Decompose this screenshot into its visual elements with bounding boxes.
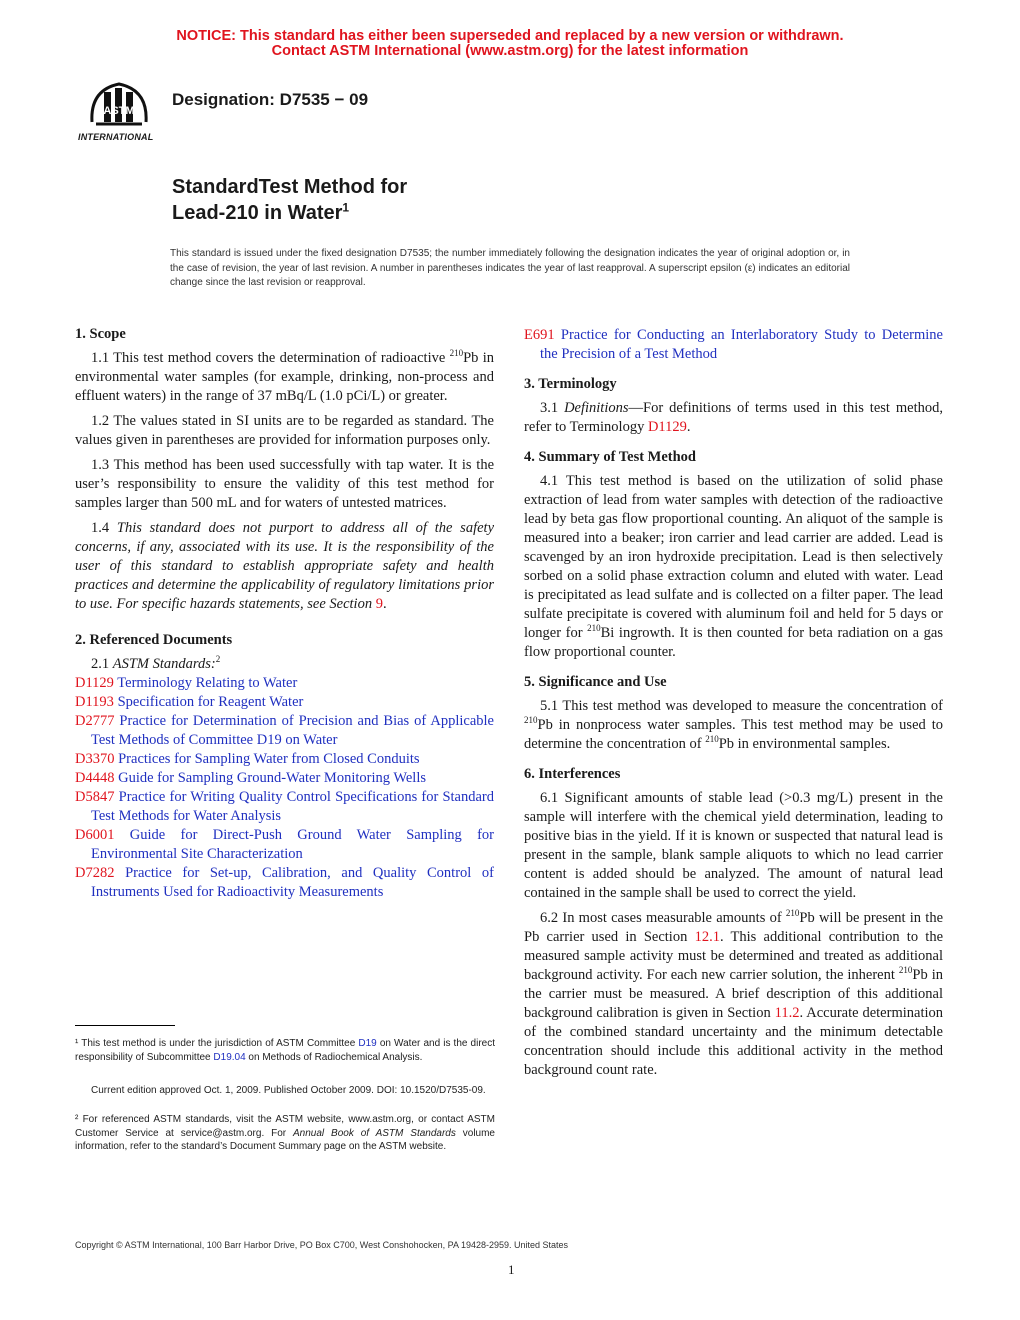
ref-item[interactable] [75, 769, 494, 788]
ref-item[interactable] [75, 693, 494, 712]
ref-item[interactable] [75, 712, 494, 750]
para-1-4: 1.4 This standard does not purport to address all of the safety concerns, if any, associated with its use. It is the responsibility of the user of this standard to establish appropriate safety and health practices and determine the applicability of regulatory limitations prior to use. For specific hazards statements, see Section 9. [75, 520, 495, 612]
ref-code[interactable]: D2777 [75, 713, 115, 729]
ref-code[interactable]: D3370 [75, 751, 115, 767]
ref-code[interactable]: D1129 [75, 675, 114, 691]
logo-international: INTERNATIONAL [78, 132, 154, 142]
footnote-1: ¹ This test method is under the jurisdiction of ASTM Committee D19 on Water and is the direct responsibility of Subcommittee D19.04 on Methods of Radiochemical Analysis. [75, 1038, 495, 1063]
issued-note: This standard is issued under the fixed designation D7535; the number immediately following the designation indicates the year of original adoption or, in the case of revision, the year of last revision. A number in parentheses indicates the year of last reapproval. A superscript epsilon (ε) indicates an editorial change since the last revision or reapproval. [170, 248, 850, 288]
significance-heading: 5. Significance and Use [524, 674, 667, 690]
section-11-2-link[interactable]: 11.2 [774, 1005, 800, 1021]
title-footnote-ref[interactable]: 1 [342, 200, 350, 215]
ref-item[interactable] [75, 674, 494, 693]
page-number: 1 [508, 1262, 515, 1277]
ref-code[interactable]: D4448 [75, 770, 115, 786]
designation: Designation: D7535 − 09 [172, 90, 369, 109]
ref-title[interactable]: Guide for Direct-Push Ground Water Sampling for Environmental Site Characterization [91, 827, 494, 862]
para-1-1: 1.1 This test method covers the determination of radioactive $^{210}$Pb in environmental water samples (for example, drinking, non-process and effluent waters) in the range of 37 mBq/L (1.0 pCi/L) or greater. [75, 348, 495, 404]
notice-line-1: NOTICE: This standard has either been superseded and replaced by a new version or withdrawn. [176, 28, 844, 44]
ref-code[interactable]: D5847 [75, 789, 115, 805]
title-line-2: Lead-210 in Water$^1$ [172, 200, 350, 224]
section-12-1-link[interactable]: 12.1 [694, 929, 720, 945]
ref-title[interactable]: Practices for Sampling Water from Closed Conduits [114, 751, 420, 767]
ref-e691[interactable]: E691 Practice for Conducting an Interlaboratory Study to Determine the Precision of a Test Method [524, 327, 943, 362]
logo-mark: ASTM [103, 105, 135, 117]
ref-title[interactable]: Practice for Determination of Precision and Bias of Applicable Test Methods of Committee D19 on Water [91, 713, 494, 748]
right-column [524, 326, 943, 1080]
ref-title[interactable]: Terminology Relating to Water [113, 675, 298, 691]
ref-code[interactable]: D6001 [75, 827, 115, 843]
footnote-d19-link[interactable]: D19 [358, 1038, 377, 1049]
section-9-link[interactable]: 9 [375, 596, 383, 612]
terminology-heading: 3. Terminology [524, 376, 617, 392]
footnote-d19-04-link[interactable]: D19.04 [213, 1051, 246, 1063]
summary-heading: 4. Summary of Test Method [524, 449, 696, 465]
ref-item[interactable] [75, 788, 494, 826]
para-1-2: 1.2 The values stated in SI units are to be regarded as standard. The values given in parentheses are provided for information purposes only. [75, 413, 494, 448]
ref-code[interactable]: D7282 [75, 865, 115, 881]
notice-line-2: Contact ASTM International (www.astm.org) for the latest information [271, 43, 749, 59]
ref-code[interactable]: D1193 [75, 694, 114, 710]
ref-item[interactable] [75, 826, 494, 864]
d1129-link[interactable]: D1129 [647, 419, 687, 435]
ref-title[interactable]: Specification for Reagent Water [113, 694, 304, 710]
para-3-1: 3.1 Definitions—For definitions of terms used in this test method, refer to Terminology D1129. [524, 400, 943, 435]
ref-title[interactable]: Practice for Writing Quality Control Specifications for Standard Test Methods for Water Analysis [91, 789, 494, 824]
scope-heading: 1. Scope [75, 326, 126, 342]
ref-title[interactable]: Guide for Sampling Ground-Water Monitoring Wells [114, 770, 427, 786]
footnote-rule [75, 1025, 175, 1026]
ref-item[interactable] [75, 750, 494, 769]
footnote-current-edition: Current edition approved Oct. 1, 2009. Published October 2009. DOI: 10.1520/D7535-09. [91, 1085, 486, 1096]
para-6-1: 6.1 Significant amounts of stable lead (>0.3 mg/L) present in the sample will interfere with the chemical yield determination, leading to positive bias in the yield. If it is known or suspected that natural lead is present in the sample, blank sample aliquots to which no lead carrier content is added should be analyzed. The amount of natural lead contained in the sample shall be used to correct the yield. [524, 790, 943, 901]
left-column [75, 326, 494, 902]
interferences-heading: 6. Interferences [524, 766, 621, 782]
ref-item[interactable] [75, 864, 494, 902]
reference-list [75, 674, 494, 902]
para-4-1: 4.1 This test method is based on the utilization of solid phase extraction of lead from water samples with detection of the radioactive lead by beta gas flow proportional counting. An aliquot of the sample is measured into a beaker; iron carrier and lead carrier are added. Lead is scavenged by an iron hydroxide precipitation. Lead is then selectively sorbed on a solid phase extraction column and eluted with water. Lead is precipitated as lead sulfate and is collected on a filter paper. The lead sulfate precipitate is covered with aluminum foil and held for 5 days or longer for $^{210}$Bi ingrowth. It is then counted for beta radiation on a gas flow proportional counter. [524, 473, 943, 660]
ref-title[interactable]: Practice for Set-up, Calibration, and Quality Control of Instruments Used for Radioactivity Measurements [91, 865, 494, 900]
title-line-1: StandardTest Method for [172, 176, 408, 198]
para-6-2: 6.2 In most cases measurable amounts of $^{210}$Pb will be present in the Pb carrier used in Section 12.1. This additional contribution to the measured sample activity must be determined and treated as additional background activity. For each new carrier solution, the inherent $^{210}$Pb in the carrier must be measured. A brief description of this additional background calibration is given in Section 11.2. Accurate determination of the combined standard uncertainty and the minimum detectable concentration should include this additional activity in the method background count rate. [524, 908, 944, 1078]
copyright: Copyright © ASTM International, 100 Barr Harbor Drive, PO Box C700, West Conshohocken, PA 19428-2959. United States [75, 1240, 569, 1250]
para-2-1: 2.1 ASTM Standards:$^2$ [91, 654, 221, 672]
footnote-2: ² For referenced ASTM standards, visit the ASTM website, www.astm.org, or contact ASTM Customer Service at service@astm.org. For Annual Book of ASTM Standards volume information, refer to the standard’s Document Summary page on the ASTM website. [75, 1114, 495, 1152]
referenced-documents-heading: 2. Referenced Documents [75, 632, 233, 648]
para-1-3: 1.3 This method has been used successfully with tap water. It is the user’s responsibility to ensure the validity of this test method for samples larger than 500 mL and for waters of untested matrices. [75, 457, 494, 511]
para-5-1: 5.1 This test method was developed to measure the concentration of $^{210}$Pb in nonprocess water samples. This test method may be used to determine the concentration of $^{210}$Pb in environmental samples. [524, 698, 943, 752]
